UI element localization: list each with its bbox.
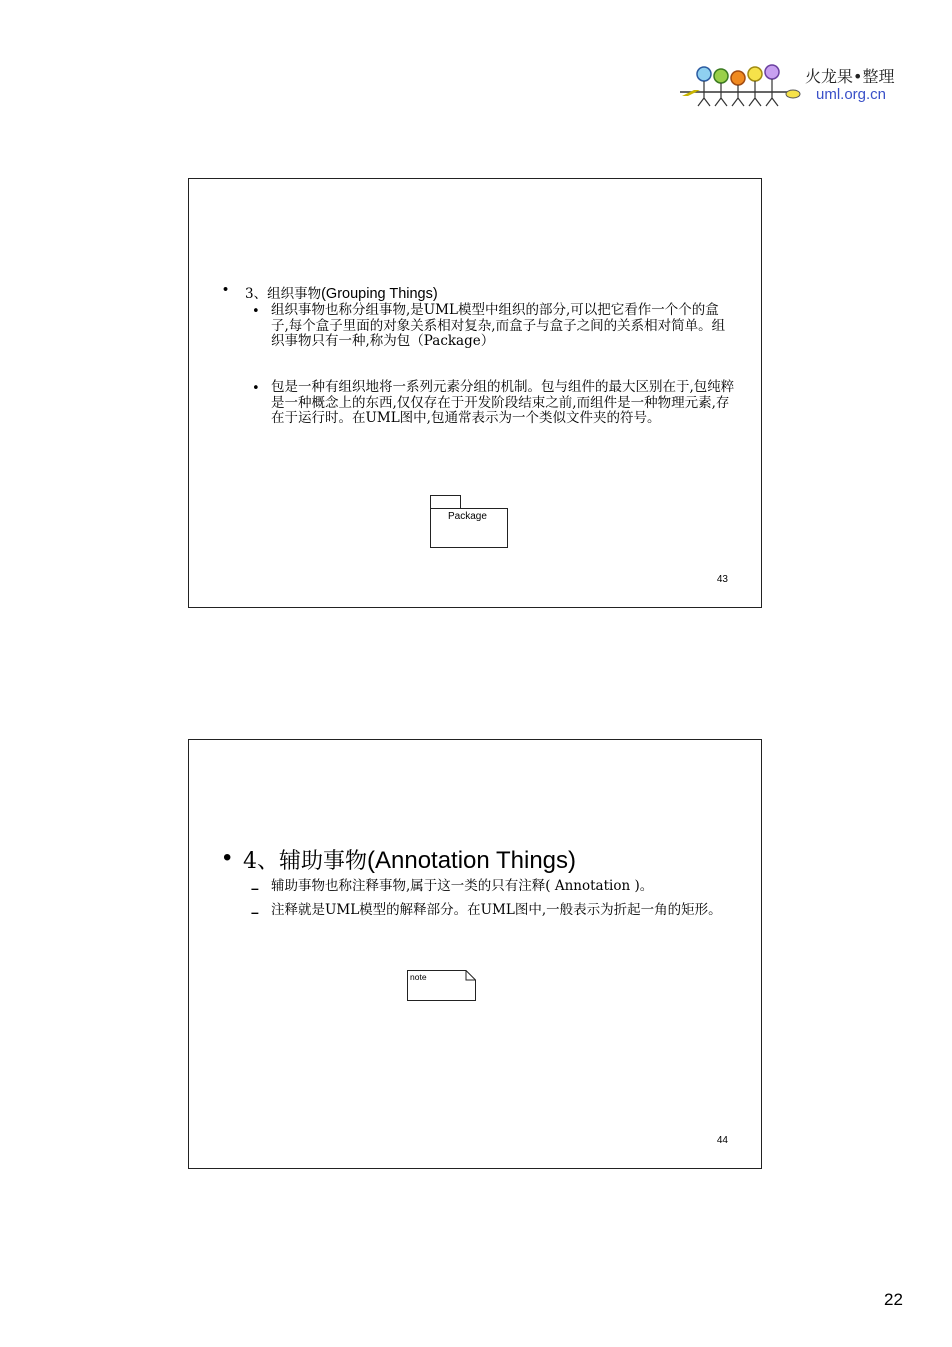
slide-number: 43 [716, 574, 728, 585]
heading-prefix: 3、组织事物 [245, 286, 322, 302]
heading-en: (Grouping Things) [321, 286, 438, 302]
slide-heading [223, 282, 438, 302]
package-figure [430, 508, 508, 548]
bullet-text: 辅助事物也称注释事物,属于这一类的只有注释( Annotation )。 [271, 878, 654, 894]
bullet-dot-icon: • [252, 381, 260, 396]
dash-bullet-icon: – [251, 880, 259, 896]
logo-title: 火龙果•整理 [805, 67, 895, 86]
bullet-dot-icon: • [223, 282, 229, 298]
logo-url: uml.org.cn [816, 86, 887, 103]
dash-bullet-icon: – [251, 904, 259, 920]
slide-44 [188, 739, 762, 1169]
package-tab [430, 495, 461, 509]
heading-prefix: 4、辅助事物 [243, 849, 367, 874]
bullet-text: 注释就是UML模型的解释部分。在UML图中,一般表示为折起一角的矩形。 [271, 902, 722, 918]
page-number: 22 [884, 1290, 903, 1309]
bullet-dot-icon: • [223, 844, 232, 871]
note-label: note [410, 972, 427, 982]
heading-en: (Annotation Things) [367, 847, 577, 874]
slide-heading [223, 844, 576, 875]
package-label: Package [448, 511, 487, 522]
bullet-text: 组织事物也称分组事物,是UML模型中组织的部分,可以把它看作一个个的盒子,每个盒子里面的对象关系相对复杂,而盒子与盒子之间的关系相对简单。组织事物只有一种,称为包（Package） [271, 302, 726, 349]
bullet-text: 包是一种有组织地将一系列元素分组的机制。包与组件的最大区别在于,包纯粹是一种概念上的东西,仅仅存在于开发阶段结束之前,而组件是一种物理元素,存在于运行时。在UML图中,包通常表示为一个类似文件夹的符号。 [271, 379, 735, 426]
slide-number: 44 [716, 1135, 728, 1146]
logo [680, 62, 920, 118]
slide-43 [188, 178, 762, 608]
logo-figures-icon [680, 62, 805, 118]
bullet-dot-icon: • [252, 304, 260, 319]
